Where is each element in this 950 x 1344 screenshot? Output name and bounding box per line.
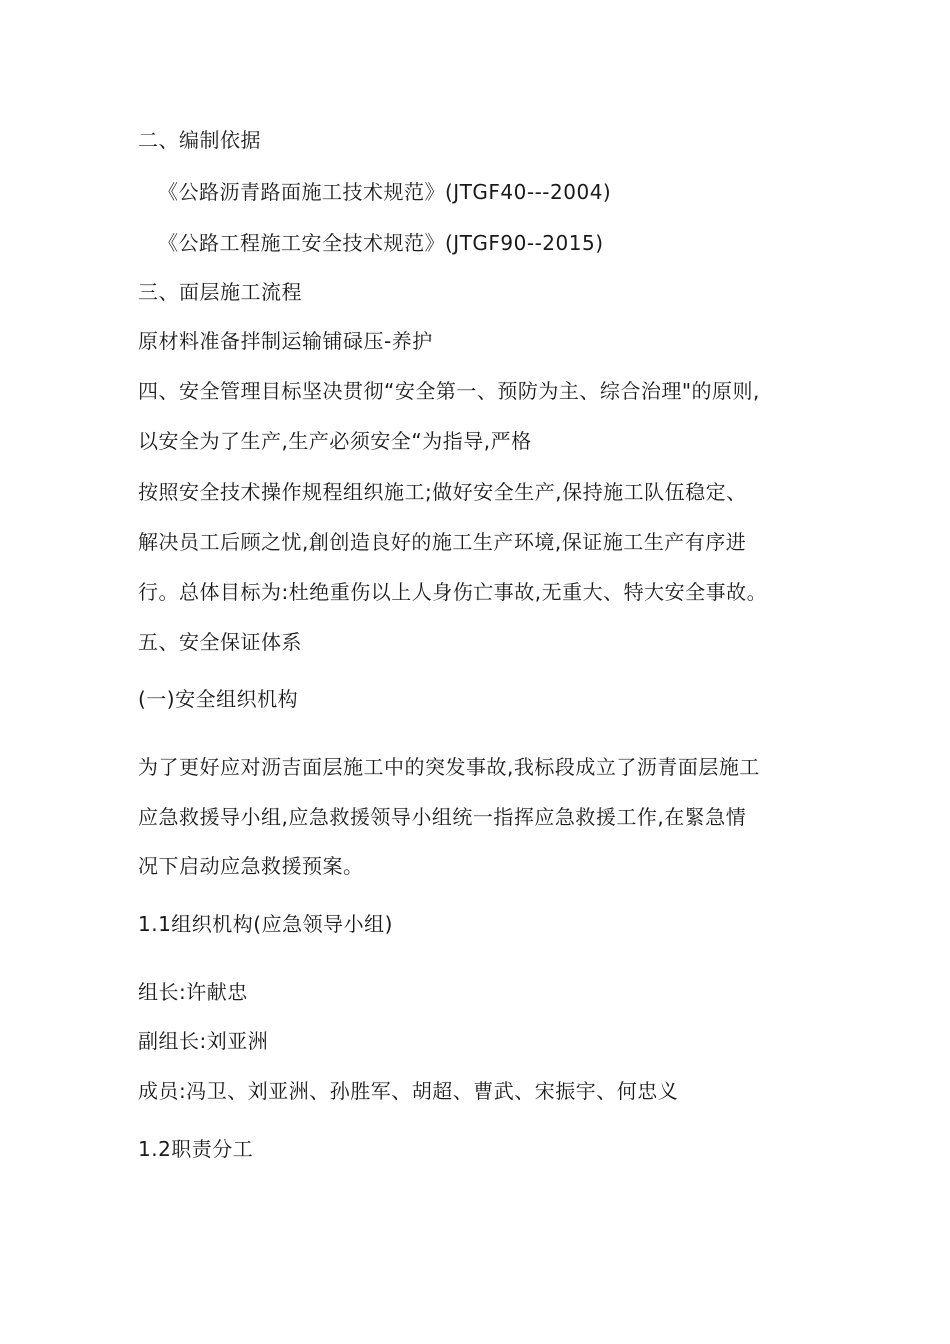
paragraph-line: 以安全为了生产,生产必须安全“为指导,严格 [138,429,532,453]
team-leader: 组长:许献忠 [138,980,248,1004]
paragraph-line: 解决员工后顾之忧,創创造良好的施工生产环境,保证施工生产有序进 [138,530,747,554]
section-heading-process: 三、面层施工流程 [138,280,302,304]
subsection-heading-1-2: 1.2职责分工 [138,1137,254,1161]
paragraph-line: 为了更好应对沥吉面层施工中的突发事故,我标段成立了沥青面层施工 [138,755,760,779]
reference-spec-safety: 《公路工程施工安全技术规范》(JTGF90--2015) [158,231,604,255]
subsection-heading-1-1: 1.1组织机构(应急领导小组) [138,912,393,936]
subsection-heading-organization: (一)安全组织机构 [138,687,299,711]
section-heading-safety-goal: 四、安全管理目标坚决贯彻“安全第一、预防为主、综合治理"的原则, [138,379,760,403]
reference-spec-asphalt: 《公路沥青路面施工技术规范》(JTGF40---2004) [158,180,612,204]
section-heading-basis: 二、编制依据 [138,128,261,152]
section-heading-safety-system: 五、安全保证体系 [138,630,302,654]
team-members: 成员:冯卫、刘亚洲、孙胜军、胡超、曹武、宋振宇、何忠义 [138,1079,679,1103]
paragraph-line: 行。总体目标为:杜绝重伤以上人身伤亡事故,无重大、特大安全事故。 [138,580,768,604]
paragraph-line: 按照安全技术操作规程组织施工;做好安全生产,保持施工队伍稳定、 [138,480,747,504]
paragraph-line: 况下启动应急救援预案。 [138,854,364,878]
paragraph-line: 应急救援导小组,应急救援领导小组统一指挥应急救援工作,在緊急情 [138,805,747,829]
team-deputy-leader: 副组长:刘亚洲 [138,1029,269,1053]
process-steps: 原材料准备拌制运输铺碌压-养护 [138,329,433,353]
